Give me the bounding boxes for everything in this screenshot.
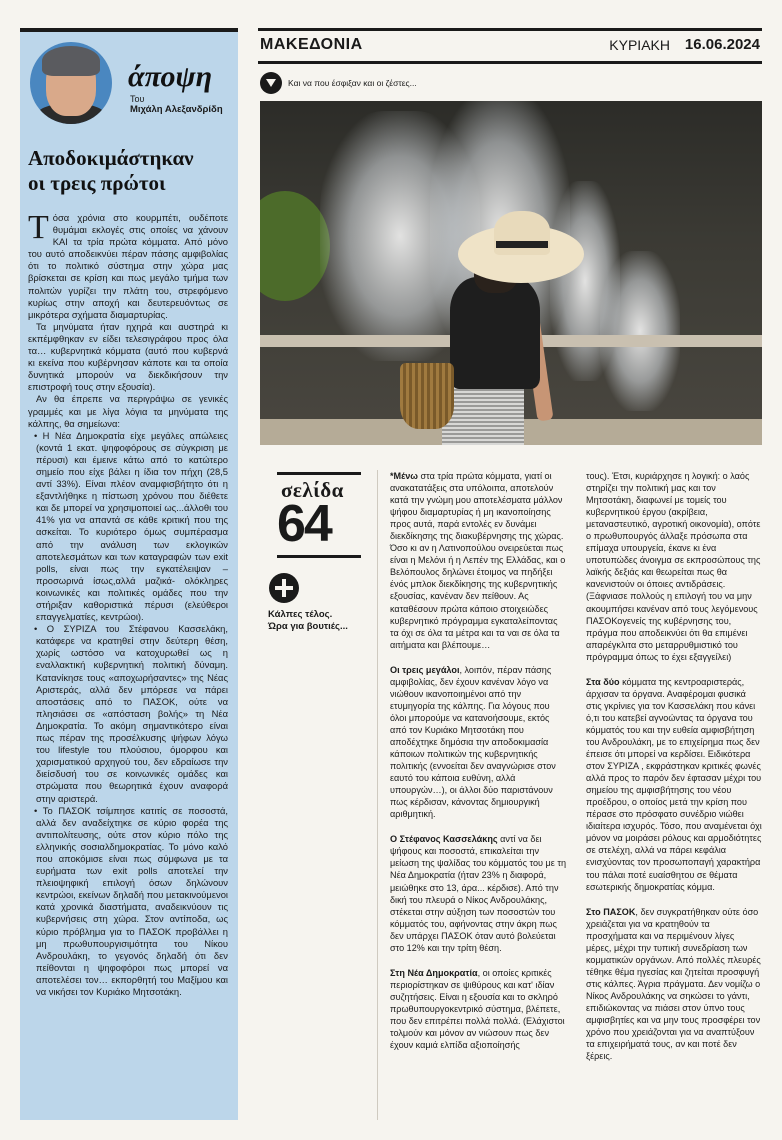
article-paragraph: Στη Νέα Δημοκρατία, οι οποίες κριτικές περιορίστηκαν σε ψιθύρους και κατ' ιδίαν συζητήσεις. Είναι η εξουσία και το σκληρό πρωθυπουργοκεντρικό σύστημα, βλέπετε, που δεν επιτρέπει πολλά πολλά. (Ελάχιστοι τολμούν και μόνον αν νιώσουν πως δεν έχουν καμιά ελπίδα αξιοποίησής: [390, 967, 565, 1051]
page-word: σελίδα: [281, 478, 344, 502]
byline-prefix: Του: [130, 94, 145, 104]
article-column-3: [586, 470, 762, 1062]
issue-date: 16.06.2024: [684, 36, 760, 53]
photo-caption: Και να που έσφιξαν και οι ζέστες...: [288, 78, 417, 88]
article-paragraph: τους). Έτσι, κυριάρχησε η λογική: ο λαός στηρίζει την πολιτική μας και τον Μητσοτάκη, διαφωνεί με τομείς του κυβερνητικού έργου (ακρίβεια, μεταναστευτικό, αγροτική οικονομία), οπότε ο πρωθυπουργός άλλαξε πρόσωπα στα επίμαχα υπουργεία, έκανε κι ένα υποτυπώδες άνοιγμα σε εκπροσώπους της λαϊκής δεξιάς και θεωρείται πως θα κανενιστούν οι όποιες αντιδράσεις. (Ξάφνιασε πολλούς η επιλογή του να μην ακουμπήσει κανέναν από τους λεγόμενους ΠΑΣΟΚογενείς της κυβέρνησης του, πράγμα που αποδεικνύει ότι θα επιμένει απαρέγκλιτα στο μεταρρυθμιστικό του πρόγραμμα όπως το έχει εξαγγείλει): [586, 471, 761, 662]
opinion-paragraph: Τα μηνύματα ήταν ηχηρά και αυστηρά κι εκπέμφθηκαν εν είδει τελεσιγράφου προς όλα τα… κυβερνητικά κόμματα (αυτό που κυβερνά κι εκείνα που κυβέρνησαν κάποτε και τα οποία δυνητικά μπορούν να διεκδικήσουν την επιστροφή τους στην εξουσία).: [28, 320, 228, 393]
opinion-bullet-syriza: • Ο ΣΥΡΙΖΑ του Στέφανου Κασσελάκη, κατάφερε να κρατηθεί στην δεύτερη θέση, χωρίς ωστόσο να κατοχυρωθεί ως η εναλλακτική κυβερνητική πολιτική δύναμη. Κατανίκησε τους «αποχωρήσαντες» της Νέας Αριστεράς, αλλά δεν μπόρεσε να πάρει αποστάσεις από το ΠΑΣΟΚ, ούτε να πλησιάσει σε «απόσταση βολής» τη Νέα Δημοκρατία. Το ακόμη σημαντικότερο είναι πως πέραν της προσέλκυσης ψήφων λόγω του lifestyle του πλούσιου, όμορφου και χαρισματικού αρχηγού του, δεν εδραίωσε την διείσδυσή του σε κοινωνικές ομάδες και στρώματα που θεωρητικά έχουν αναφορά στην αριστερά.: [34, 623, 228, 804]
opinion-paragraph: Αν θα έπρεπε να περιγράψω σε γενικές γραμμές και με λίγα λόγια τα μηνύματα της κάλπης, θα σημείωνα:: [28, 393, 228, 429]
photo-top: [450, 277, 540, 389]
opinion-headline-line2: οι τρεις πρώτοι: [28, 171, 166, 195]
opinion-top-rule: [20, 28, 238, 32]
issue-day: ΚΥΡΙΑΚΗ: [609, 37, 670, 53]
aside-note: [268, 609, 378, 633]
page-number: 64: [277, 495, 331, 553]
page-box-rule-bottom: [277, 555, 361, 558]
dropcap: Τ: [28, 209, 49, 246]
opinion-label: άποψη: [128, 60, 213, 93]
article-paragraph: Στο ΠΑΣΟΚ, δεν συγκρατήθηκαν ούτε όσο χρειάζεται για να κρατηθούν τα προσχήματα και να περιμένουν λίγες μέρες, μέχρι την τυπική συνεδρίαση των κομματικών οργάνων. Από πολλές πλευρές τέθηκε θέμα ηγεσίας και ζητείται προσφυγή στις κάλπες. Άγρια πράγματα. Δεν νομίζω ο Νίκος Ανδρουλάκης να σηκώσει το γάντι, επιδιώκοντας να πιάσει στον ύπνο τους αμφισβητίες και να μην τους προσφέρει τον χρόνο που χρειάζονται για να αναπτύξουν τα επιχειρήματά τους, αν και ποτέ δεν ξέρεις.: [586, 906, 761, 1062]
fountain-photo: [260, 101, 762, 445]
article-column-2: [390, 470, 566, 1051]
plus-icon: [269, 573, 299, 603]
opinion-column: [20, 28, 238, 1120]
masthead: [258, 28, 762, 64]
article-paragraph: Στα δύο κόμματα της κεντροαριστεράς, άρχισαν τα όργανα. Αναφέρομαι φυσικά στις γκρίνιες για τον Κασσελάκη που κάνει ό,τι του κατεβεί αγνοώντας τα όργανα του κόμματός του και την ευθεία αμφισβήτηση του Ανδρουλάκη, με το επιχείρημα πως δεν έπεισε ότι μπορεί να κερδίσει. Ειδικότερα στον ΣΥΡΙΖΑ , εκφράστηκαν κριτικές φωνές αλλά προς το παρόν δεν έφτασαν μέχρι του σημείου της αμφισβήτησης του νέου προέδρου, ο οποίος μετά την κρίση που πέρασε στο πρόσφατο συνέδριο νιώθει ιδιαίτερα ισχυρός. Τόσο, που αναμένεται όχι μόνον να μοιράσει ρόλους και αρμοδιότητες σε στελέχη, αλλά να πάρει κεφάλια ενισχύοντας τον προσωποπαγή χαρακτήρα του πάλαι ποτέ ευαίσθητου σε θέματα εσωτερικής δημοκρατίας κόμμα.: [586, 676, 762, 892]
opinion-paragraph: Τόσα χρόνια στο κουρμπέτι, ουδέποτε θυμάμαι εκλογές στις οποίες να χάνουν ΚΑΙ τα τρία πρώτα κόμματα. Από μόνο του αυτό αποδεικνύει πέραν πάσης αμφιβολίας ότι το πολιτικό σύστημα στην χώρα μας βρίσκεται σε κρίση και πως μεγάλο τμήμα των πολιτών γυρίζει την πλάτη του, στρεφόμενο κυρίως στην αποχή και δευτερευόντως σε μικρότερα σχήματα διαμαρτυρίας.: [28, 209, 228, 320]
opinion-bullet-nd: • Η Νέα Δημοκρατία είχε μεγάλες απώλειες (κοντά 1 εκατ. ψηφοφόρους σε σύγκριση με πέρυσι) και έμεινε κάτω από το κατώτερο σημείο που είχε βάλει η ίδια τον πήχη (28,5 αντί 33%). Είναι πλέον αναμφισβήτητο ότι η εξαντλήθηκε η πίστωση χρόνου που διέθετε και δε μπορεί να χρησιμοποιεί ως...άλλοθι του 41% για να απαντά σε κάθε κριτική που της ασκείται. Το κυριότερο όμως συμπέρασμα από την ανάλυση των εκλογικών αποτελεσμάτων και των καταγραφών των exit polls, είναι πως την εγκατέλειψαν – προσωρινά ίσως,αλλά μαζικά- ολόκληρες κοινωνικές και πολιτικές ομάδες που την στήριξαν καθοριστικά πέρυσι (ελεύθεροι επαγγελματίες, κεντρώοι).: [34, 429, 228, 623]
column-divider: [377, 470, 378, 1120]
photo-hat-crown: [494, 211, 550, 255]
page-box-rule-top: [277, 472, 361, 475]
newspaper-name: ΜΑΚΕΔΟΝΙΑ: [260, 36, 363, 53]
article-paragraph: Οι τρεις μεγάλοι, λοιπόν, πέραν πάσης αμφιβολίας, δεν έχουν κανέναν λόγο να νιώθουν ικανοποιημένοι από την ετυμηγορία της κάλπης. Για λόγους που όλοι μπορούμε να κατανοήσουμε, εκτός από τον Κυριάκο Μητσοτάκη που αποδέχτηκε δημόσια την αποδοκιμασία κάποιων πολιτικών της κυβερνητικής πολιτικής (εννοείται δεν αναγνώρισε στον εαυτό του κάποια ευθύνη, αλλά υπουργών…), οι άλλοι δύο παριστάνουν πως κέρδισαν, κάνοντας δημιουργική αριθμητική.: [390, 664, 556, 820]
page-number-box: [277, 472, 361, 558]
article-paragraph: *Μένω στα τρία πρώτα κόμματα, γιατί οι ανακατατάξεις στα υπόλοιπα, αποτελούν κατά την γνώμη μου αποτελέσματα μάλλον ψήφου διαμαρτυρίας ή μη ικανοποίησης προς αυτά, παρά εντολές εν δυνάμει διεκδίκησης της διακυβέρνησης της χώρας. Όσο κι αν η Λατινοπούλου ονειρεύεται πως είναι η Μελόνι ή η Λεπέν της Ελλάδας, και ο Βελόπουλος δηλώνει έτοιμος να πηδήξει ένός μπλοκ διεκδίκησης της κυβερνητικής εξουσίας, κανέναν δεν πείθουν. Ας καταθέσουν πρώτα κάποιο στοιχειώδες κυβερνητικό πρόγραμμα εγκαταλείποντας τα όχι σε όλα τα μέτρα και τα ναι σε όλα τα αιτήματα και βλέπουμε…: [390, 471, 566, 650]
opinion-bullet-pasok: • Το ΠΑΣΟΚ τσίμπησε κατιτίς σε ποσοστά, αλλά δεν αναδείχτηκε σε κύριο φορέα της αντιπολίτευσης, ούτε στον κύριο πόλο της ελληνικής σοσιαλδημοκρατίας. Το μόνο καλό που αποκόμισε είναι πως σύμφωνα με τα ευρήματα των exit polls αποτελεί την πλειοψηφική επιλογή όσων δηλώνουν κεντρώοι, εκείνων δηλαδή που μετακινούμενοι κατά χρονικά διαστήματα, αναδεικνύουν τις κυβερνήσεις στη χώρα. Στον αντίποδα, ως κύριο πρόβλημα για το ΠΑΣΟΚ προβάλλει η μη πρωθυπουργισιμότητα του Νίκου Ανδρουλάκη, το γεγονός δηλαδή ότι δεν πείθονται η ψηφοφόροι πως μπορεί να αποτελέσει τον… εκπορθητή του Μαξίμου και να νικήσει τον Κυριάκο Μητσοτάκη.: [34, 804, 228, 997]
opinion-headline-line1: Αποδοκιμάστηκαν: [28, 146, 194, 170]
photo-basket: [400, 363, 454, 429]
opinion-headline: [28, 146, 234, 196]
aside-line1: Κάλπες τέλος.: [268, 609, 333, 620]
photo-skirt: [442, 381, 524, 445]
article-paragraph: Ο Στέφανος Κασσελάκης αντί να δει ψήφους και ποσοστά, επικαλείται την μείωση της ψαλίδας του κόμματός του με τη Νέα Δημοκρατία (ήταν 23% η διαφορά, μειώθηκε στο 13, άρα... κέρδισε). Από την δική του πλευρά ο Νίκος Ανδρουλάκης, στέκεται στην αύξηση των ποσοστών του κόμματός του, αφήνοντας στην άκρη πως δεν υπάρχει ΠΑΣΟΚ όταν αυτό βολεύεται στο 12% και την τρίτη θέση.: [390, 834, 567, 953]
author-avatar: [30, 42, 112, 124]
byline-author: Μιχάλη Αλεξανδρίδη: [130, 104, 223, 115]
caption-arrow-icon: [260, 72, 282, 94]
opinion-body: [28, 209, 228, 998]
photo-fountain-spray: [600, 251, 680, 411]
aside-line2: Ώρα για βουτιές...: [268, 621, 348, 632]
photo-hat-band: [496, 241, 548, 248]
avatar-hair: [42, 46, 100, 76]
